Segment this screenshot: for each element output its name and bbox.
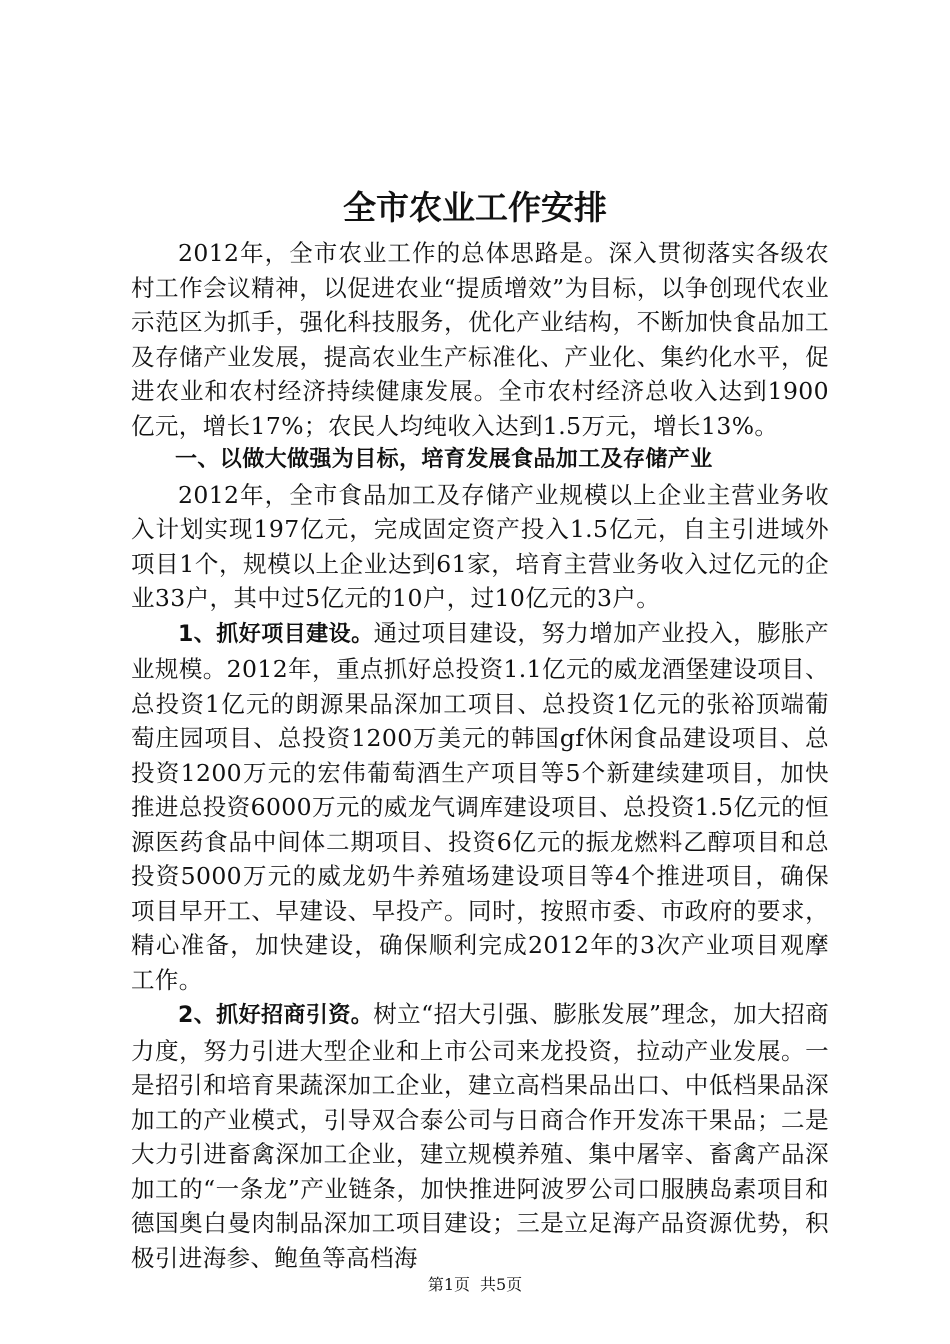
document-title: 全市农业工作安排: [343, 188, 607, 227]
paragraph-text: 2012年，全市食品加工及存储产业规模以上企业主营业务收入计划实现197亿元，完成固定资产投入1.5亿元，自主引进域外项目1个，规模以上企业达到61家，培育主营业务收入过亿元的企业33户，其中过5亿元的10户，过10亿元的3户。: [131, 480, 829, 612]
body-paragraph: [131, 236, 829, 443]
document-body: [131, 236, 829, 1275]
body-paragraph: [131, 478, 829, 616]
subsection-lead: 2、抓好招商引资。: [178, 1003, 374, 1028]
paragraph-text: 2012年，全市农业工作的总体思路是。深入贯彻落实各级农村工作会议精神，以促进农业“提质增效”为目标，以争创现代农业示范区为抓手，强化科技服务，优化产业结构，不断加快食品加工及存储产业发展，提高农业生产标准化、产业化、集约化水平，促进农业和农村经济持续健康发展。全市农村经济总收入达到1900亿元，增长17%；农民人均纯收入达到1.5万元，增长13%。: [131, 239, 829, 440]
page-total: 共5页: [480, 1275, 523, 1294]
subsection-lead: 1、抓好项目建设。: [178, 621, 374, 647]
paragraph-text: 树立“招大引强、膨胀发展”理念，加大招商力度，努力引进大型企业和上市公司来龙投资，拉动产业发展。一是招引和培育果蔬深加工企业，建立高档果品出口、中低档果品深加工的产业模式，引导双合泰公司与日商合作开发冻干果品；二是大力引进畜禽深加工企业，建立规模养殖、集中屠宰、畜禽产品深加工的“一条龙”产业链条，加快推进阿波罗公司口服胰岛素项目和德国奥白曼肉制品深加工项目建设；三是立足海产品资源优势，积极引进海参、鲍鱼等高档海: [131, 1000, 829, 1272]
section-heading-text: 一、以做大做强为目标，培育发展食品加工及存储产业: [175, 447, 713, 472]
page-number: 第1页: [427, 1275, 470, 1294]
body-paragraph: [131, 997, 829, 1275]
section-heading: [131, 443, 829, 478]
paragraph-text: 通过项目建设，努力增加产业投入，膨胀产业规模。2012年，重点抓好总投资1.1亿元的威龙酒堡建设项目、总投资1亿元的朗源果品深加工项目、总投资1亿元的张裕顶端葡萄庄园项目、总投资1200万美元的韩国gf休闲食品建设项目、总投资1200万元的宏伟葡萄酒生产项目等5个新建续建项目，加快推进总投资6000万元的威龙气调库建设项目、总投资1.5亿元的恒源医药食品中间体二期项目、投资6亿元的振龙燃料乙醇项目和总投资5000万元的威龙奶牛养殖场建设项目等4个推进项目，确保项目早开工、早建设、早投产。同时，按照市委、市政府的要求，精心准备，加快建设，确保顺利完成2012年的3次产业项目观摩工作。: [131, 618, 829, 994]
page-footer: [0, 1274, 950, 1296]
body-paragraph: [131, 616, 829, 998]
